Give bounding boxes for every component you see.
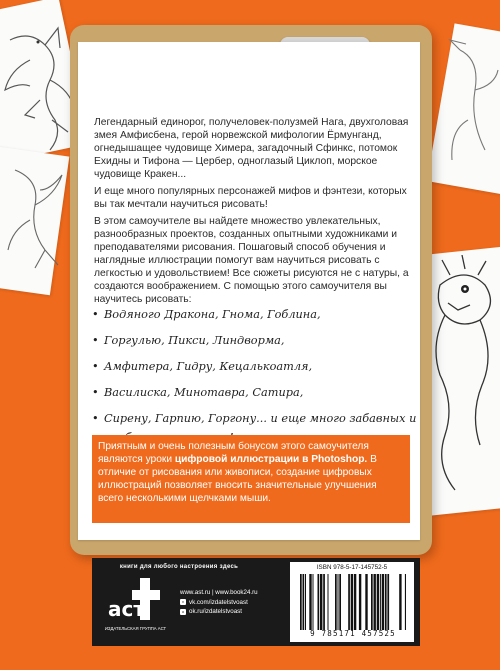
vk-link-row[interactable] [180, 598, 258, 608]
barcode-number: 9 785171 457525 [310, 629, 396, 638]
list-item-text: Горгулью, Пикси, Линдворма, [104, 334, 285, 347]
barcode-bar [387, 574, 389, 630]
bonus-text-3: В отличие от рисования или живописи, создание цифровых иллюстраций позволяет вносить значительные улучшения всего несколькими щелчками мыши. [98, 454, 377, 504]
barcode-bar [338, 574, 339, 630]
barcode-bar [300, 574, 302, 630]
list-bullet: • [92, 386, 99, 399]
barcode-bar [399, 574, 401, 630]
list-item [92, 331, 422, 350]
barcode-bar [320, 574, 322, 630]
intro-text [94, 116, 410, 310]
creature-list [92, 305, 422, 454]
list-bullet: • [92, 334, 99, 347]
sea-dragon-sketch-right [420, 255, 500, 505]
list-item-text: Василиска, Минотавра, Сатира, [104, 386, 304, 399]
barcode-bar [354, 574, 356, 630]
barcode-bar [318, 574, 320, 630]
barcode-bar [348, 574, 350, 630]
list-item [92, 305, 422, 324]
wyvern-sketch-left [0, 160, 70, 280]
barcode-image [300, 574, 406, 630]
publisher-name: ИЗДАТЕЛЬСКАЯ ГРУППА АСТ [104, 626, 167, 631]
bonus-box [92, 435, 410, 523]
barcode-bar [371, 574, 373, 630]
barcode-bar [335, 574, 337, 630]
barcode-bar [359, 574, 361, 630]
intro-paragraph-3: В этом самоучителе вы найдете множество увлекательных, разнообразных проектов, созданных опытными художниками и преподавателями рисования. Пошаговый способ обучения и наглядные иллюстрации помогут вам научиться рисовать с легкостью и удовольствием! Все сюжеты рисуются не с натуры, а создаются воображением. С помощью этого самоучителя вы научитесь рисовать: [94, 216, 409, 305]
ast-logo [106, 576, 162, 622]
list-item-text: Сирену, Гарпию, Горгону... и еще много забавных и [104, 412, 417, 425]
list-item-text: Амфитера, Гидру, Кецалькоатля, [104, 360, 313, 373]
barcode-bar [351, 574, 353, 630]
barcode-bar [365, 574, 367, 630]
bonus-bold-2: в Photoshop. [302, 454, 368, 465]
barcode-bar [385, 574, 387, 630]
barcode-bar [405, 574, 406, 630]
footer-tagline: книги для любого настроения здесь [119, 564, 239, 570]
bonus-bold-1: цифровой иллюстрации [174, 454, 300, 465]
ast-logo-text: аст [108, 597, 145, 621]
isbn-block [290, 562, 414, 642]
isbn-text: ISBN 978-5-17-145752-5 [316, 564, 388, 571]
barcode-bar [339, 574, 341, 630]
vk-icon: v [182, 599, 184, 605]
ok-link[interactable]: ok.ru/izdatelstvoast [189, 608, 242, 615]
vk-link[interactable]: vk.com/izdatelstvoast [189, 598, 248, 606]
list-bullet: • [92, 360, 99, 373]
list-item-text: Водяного Дракона, Гнома, Гоблина, [104, 308, 321, 321]
barcode-bar [313, 574, 314, 630]
barcode-bar [382, 574, 384, 630]
barcode-bar [374, 574, 376, 630]
ok-icon: o [181, 608, 185, 614]
barcode-bar [323, 574, 325, 630]
list-item [92, 357, 422, 376]
social-links [180, 588, 258, 617]
list-bullet: • [92, 412, 99, 425]
barcode-bar [303, 574, 305, 630]
website-link[interactable]: www.ast.ru | www.book24.ru [180, 589, 258, 596]
intro-paragraph-1: Легендарный единорог, получеловек-полузмей Нага, двухголовая змея Амфисбена, герой норвежской мифологии Ёрмунганд, огнедышащее чудовище Химера, загадочный Сфинкс, потомок Ехидны и Тифона — Цербер, одноглазый Циклоп, морское чудовище Кракен... [94, 117, 409, 180]
bonus-text-1: Приятным и очень полезным бонусом этого самоучителя являются уроки [98, 441, 369, 465]
barcode-bar [305, 574, 306, 630]
barcode-bar [377, 574, 379, 630]
ok-link-row[interactable] [180, 607, 258, 617]
barcode-bar [328, 574, 329, 630]
barcode-bar [380, 574, 381, 630]
griffin-sketch-right [440, 30, 500, 190]
intro-paragraph-2: И еще много популярных персонажей мифов и фэнтези, которых вы так мечтали научиться рисовать! [94, 186, 407, 210]
list-bullet: • [92, 308, 99, 321]
publisher-footer [92, 558, 420, 646]
dragon-sketch-left [0, 20, 80, 170]
barcode-bar [309, 574, 311, 630]
list-item [92, 383, 422, 402]
